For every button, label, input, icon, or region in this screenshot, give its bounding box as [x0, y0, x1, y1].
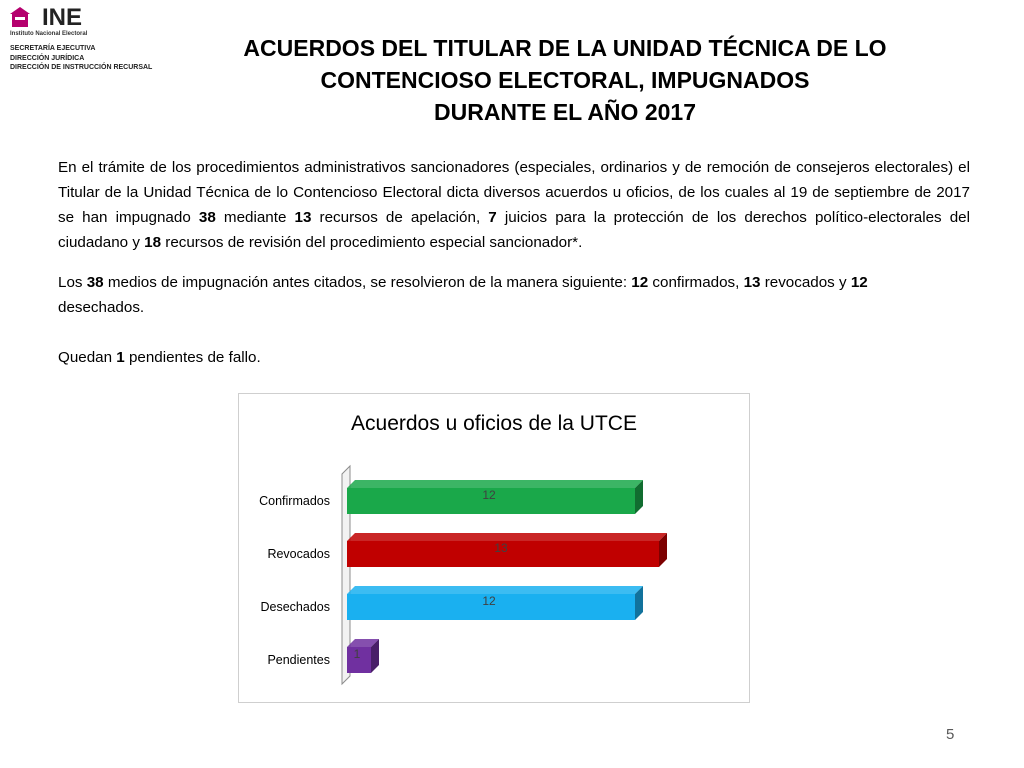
logo-text: INE	[42, 4, 83, 31]
bar-chart	[239, 394, 749, 702]
category-label: Revocados	[267, 547, 330, 561]
bold-figure: 18	[144, 234, 162, 251]
title-line: ACUERDOS DEL TITULAR DE LA UNIDAD TÉCNICA DE LO	[243, 35, 887, 61]
text-run: confirmados,	[648, 274, 744, 291]
ine-logo	[6, 4, 102, 38]
category-label: Desechados	[260, 600, 330, 614]
results-paragraph	[58, 270, 888, 320]
category-label: Confirmados	[259, 494, 330, 508]
logo-subtitle: Instituto Nacional Electoral	[10, 31, 88, 37]
chart-title: Acuerdos u oficios de la UTCE	[351, 412, 637, 435]
page-title	[165, 32, 965, 128]
text-run: Quedan	[58, 349, 117, 366]
text-run: recursos de apelación,	[311, 209, 489, 226]
bold-figure: 12	[850, 274, 868, 291]
org-line: SECRETARÍA EJECUTIVA	[10, 45, 96, 52]
category-label: Pendientes	[267, 653, 330, 667]
bold-figure: 12	[631, 274, 649, 291]
page-number: 5	[946, 726, 955, 743]
text-run: recursos de revisión del procedimiento especial sancionador*.	[161, 234, 583, 251]
text-run: desechados.	[58, 299, 145, 316]
org-line: DIRECCIÓN JURÍDICA	[10, 54, 85, 62]
text-run: Los	[58, 274, 87, 291]
text-run: pendientes de fallo.	[124, 349, 261, 366]
bar-top	[347, 480, 643, 488]
data-label: 12	[482, 594, 496, 608]
pending-paragraph	[58, 345, 970, 370]
bold-figure: 13	[743, 274, 761, 291]
bold-figure: 38	[86, 274, 104, 291]
org-hierarchy	[10, 44, 152, 73]
bar-top	[347, 533, 667, 541]
ine-logo-icon	[6, 4, 40, 30]
intro-paragraph	[58, 155, 970, 255]
data-label: 1	[353, 647, 361, 661]
org-line: DIRECCIÓN DE INSTRUCCIÓN RECURSAL	[10, 64, 153, 71]
bold-figure: 1	[116, 349, 125, 366]
text-run: juicios para la protección de los derechos político-electorales del ciudadano y	[58, 209, 970, 251]
bar-top	[347, 586, 643, 594]
bold-figure: 7	[488, 209, 497, 226]
text-run: mediante	[215, 209, 295, 226]
title-line: CONTENCIOSO ELECTORAL, IMPUGNADOS	[320, 67, 810, 93]
title-line: DURANTE EL AÑO 2017	[433, 99, 696, 125]
data-label: 12	[482, 488, 496, 502]
data-label: 13	[494, 541, 508, 555]
bold-figure: 13	[294, 209, 312, 226]
text-run: En el trámite de los procedimientos administrativos sancionadores (especiales, ordinarios y de remoción de consejeros electorales) el Titular de la Unidad Técnica de lo Contencioso Electoral dicta diversos acuerdos u oficios, de los cuales al 19 de septiembre de 2017 se han impugnado	[58, 159, 970, 226]
text-run: revocados y	[760, 274, 851, 291]
bold-figure: 38	[198, 209, 216, 226]
text-run: medios de impugnación antes citados, se resolvieron de la manera siguiente:	[103, 274, 632, 291]
chart-frame	[238, 393, 750, 703]
